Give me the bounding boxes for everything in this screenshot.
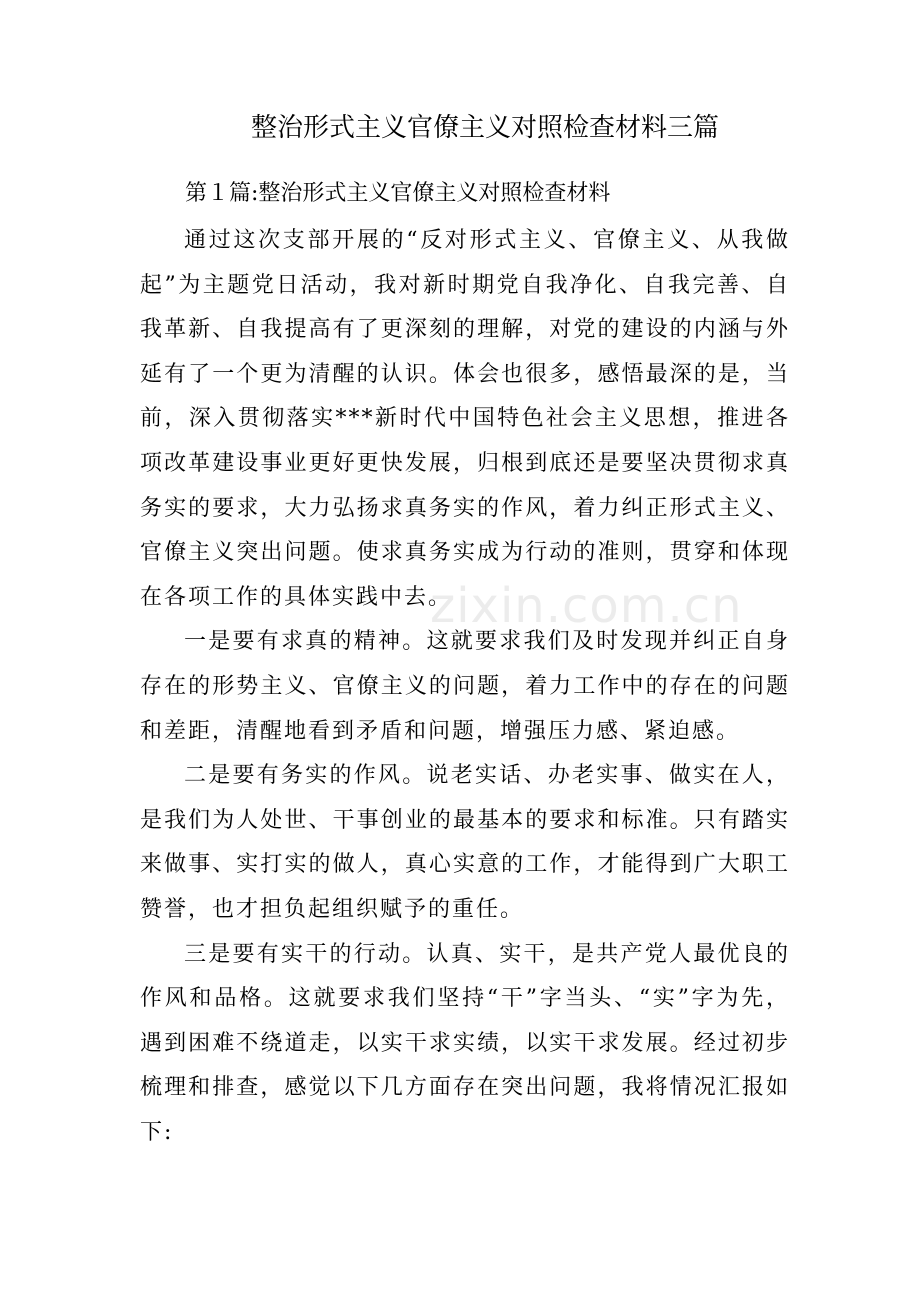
document-body [140,219,790,1155]
section-heading: 第１篇:整治形式主义官僚主义对照检查材料 [185,181,611,206]
paragraph-intro: 通过这次支部开展的“反对形式主义、官僚主义、从我做起”为主题党日活动，我对新时期党自我净化、自我完善、自我革新、自我提高有了更深刻的理解，对党的建设的内涵与外延有了一个更为清醒的认识。体会也很多，感悟最深的是，当前，深入贯彻落实***新时代中国特色社会主义思想，推进各项改革建设事业更好更快发展，归根到底还是要坚决贯彻求真务实的要求，大力弘扬求真务实的作风，着力纠正形式主义、官僚主义突出问题。使求真务实成为行动的准则，贯穿和体现在各项工作的具体实践中去。 [140,228,790,610]
paragraph-point-3: 三是要有实干的行动。认真、实干，是共产党人最优良的作风和品格。这就要求我们坚持“干”字当头、“实”字为先，遇到困难不绕道走，以实干求实绩，以实干求发展。经过初步梳理和排查，感觉以下几方面存在突出问题，我将情况汇报如下: [140,941,790,1145]
watermark-text: zixin.com.cn [430,578,743,634]
paragraph-point-1: 一是要有求真的精神。这就要求我们及时发现并纠正自身存在的形势主义、官僚主义的问题，着力工作中的存在的问题和差距，清醒地看到矛盾和问题，增强压力感、紧迫感。 [140,629,790,744]
document-title: 整治形式主义官僚主义对照检查材料三篇 [250,113,719,143]
paragraph-point-2: 二是要有务实的作风。说老实话、办老实事、做实在人，是我们为人处世、干事创业的最基本的要求和标准。只有踏实来做事、实打实的做人，真心实意的工作，才能得到广大职工赞誉，也才担负起组织赋予的重任。 [140,763,790,922]
